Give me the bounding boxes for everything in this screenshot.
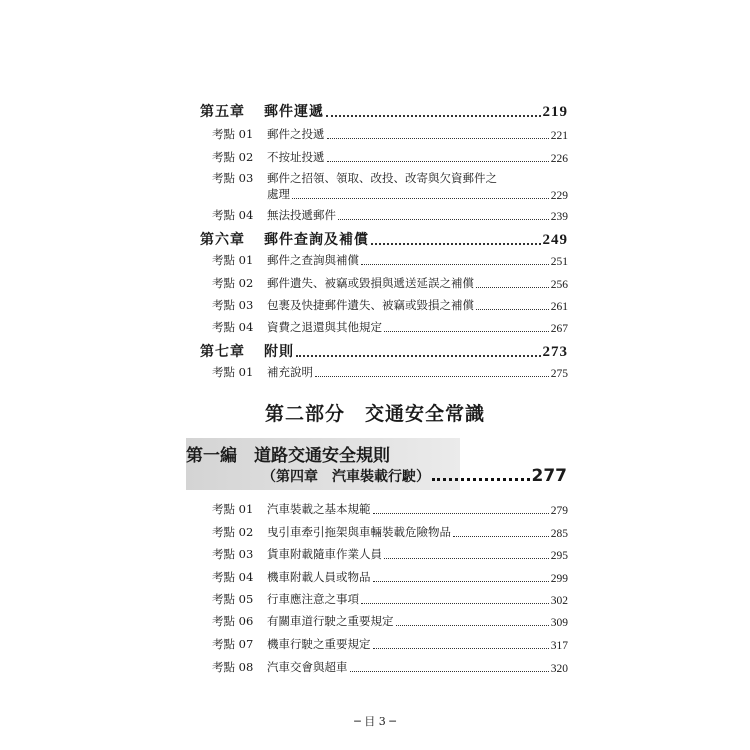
page-number: 309: [550, 617, 568, 629]
item-label: 考點 08: [212, 660, 254, 674]
leader-dots: [361, 264, 549, 265]
toc-chapter-6[interactable]: [200, 229, 568, 249]
page-number: 239: [550, 211, 568, 223]
item-label: 考點 03: [212, 547, 254, 561]
item-title: 郵件遺失、被竊或毀損與遞送延誤之補償: [267, 276, 474, 290]
page-number: 251: [550, 256, 568, 268]
item-title: 汽車交會與超車: [267, 660, 348, 674]
item-title: 行車應注意之事項: [267, 592, 359, 606]
chapter-label: 第六章: [200, 232, 245, 248]
page-number: 295: [550, 550, 568, 562]
item-title: 郵件之招領、領取、改投、改寄與欠資郵件之: [267, 171, 497, 185]
page-number: 302: [550, 595, 568, 607]
toc-item[interactable]: [212, 591, 568, 607]
item-title: 汽車裝載之基本規範: [267, 502, 371, 516]
item-title: 資費之退還與其他規定: [267, 320, 382, 334]
toc-item[interactable]: [212, 126, 568, 142]
item-label: 考點 01: [212, 127, 254, 141]
leader-dots: [350, 671, 549, 672]
item-label: 考點 07: [212, 637, 254, 651]
book-subtitle-row[interactable]: [262, 466, 567, 486]
item-title: 不按址投遞: [267, 150, 325, 164]
leader-dots: [296, 355, 541, 357]
page-number: 219: [542, 104, 568, 120]
leader-dots: [338, 219, 549, 220]
leader-dots: [315, 376, 549, 377]
toc-item[interactable]: [212, 364, 568, 380]
leader-dots: [432, 478, 530, 481]
item-title: 機車附載人員或物品: [267, 570, 371, 584]
page-number: 261: [550, 301, 568, 313]
leader-dots: [373, 648, 549, 649]
toc-item[interactable]: [212, 319, 568, 335]
leader-dots: [384, 331, 549, 332]
item-label: 考點 02: [212, 525, 254, 539]
toc-item[interactable]: [212, 501, 568, 517]
item-title: 無法投遞郵件: [267, 208, 336, 222]
item-label: 考點 02: [212, 150, 254, 164]
item-label: 考點 03: [212, 171, 254, 185]
toc-item[interactable]: [212, 275, 568, 291]
item-title: 有關車道行駛之重要規定: [267, 614, 394, 628]
chapter-title: 郵件運遞: [264, 104, 324, 120]
item-label: 考點 01: [212, 365, 254, 379]
page-number: 279: [550, 505, 568, 517]
item-label: 考點 04: [212, 208, 254, 222]
page-number: 285: [550, 528, 568, 540]
page-number: 226: [550, 153, 568, 165]
book-subtitle: （第四章 汽車裝載行駛）: [262, 469, 430, 485]
item-title: 補充說明: [267, 365, 313, 379]
item-title: 曳引車牽引拖架與車輛裝載危險物品: [267, 525, 451, 539]
leader-dots: [476, 309, 549, 310]
leader-dots: [327, 138, 549, 139]
page-number: 256: [550, 279, 568, 291]
toc-item[interactable]: [212, 613, 568, 629]
leader-dots: [371, 243, 541, 245]
toc-item[interactable]: [212, 252, 568, 268]
leader-dots: [326, 115, 541, 117]
toc-item[interactable]: [212, 546, 568, 562]
page-number: 267: [550, 323, 568, 335]
item-label: 考點 04: [212, 570, 254, 584]
item-label: 考點 02: [212, 276, 254, 290]
page-number: 229: [550, 190, 568, 202]
page-number: 320: [550, 663, 568, 675]
item-label: 考點 04: [212, 320, 254, 334]
item-label: 考點 01: [212, 502, 254, 516]
item-title-continued: 處理: [267, 187, 290, 201]
toc-item[interactable]: [212, 207, 568, 223]
book-title: 第一編 道路交通安全規則: [186, 446, 390, 466]
toc-item[interactable]: [212, 659, 568, 675]
leader-dots: [327, 161, 549, 162]
page-number: 249: [542, 232, 568, 248]
chapter-title: 郵件查詢及補償: [264, 232, 369, 248]
page-number: 275: [550, 368, 568, 380]
toc-item[interactable]: [212, 524, 568, 540]
toc-item[interactable]: [212, 297, 568, 313]
toc-item[interactable]: [212, 149, 568, 165]
page-number: 277: [531, 466, 567, 486]
item-title: 機車行駛之重要規定: [267, 637, 371, 651]
item-title: 包裹及快捷郵件遺失、被竊或毀損之補償: [267, 298, 474, 312]
leader-dots: [476, 287, 549, 288]
part-title: 第二部分 交通安全常識: [264, 403, 485, 425]
toc-chapter-7[interactable]: [200, 341, 568, 361]
item-title: 郵件之查詢與補償: [267, 253, 359, 267]
leader-dots: [373, 513, 549, 514]
page-number: 273: [542, 344, 568, 360]
toc-item-line2[interactable]: [267, 186, 568, 202]
chapter-label: 第五章: [200, 104, 245, 120]
chapter-title: 附則: [264, 344, 294, 360]
toc-item[interactable]: [212, 569, 568, 585]
leader-dots: [384, 558, 549, 559]
toc-item-line1[interactable]: [212, 170, 568, 186]
item-title: 郵件之投遞: [267, 127, 325, 141]
leader-dots: [361, 603, 549, 604]
chapter-label: 第七章: [200, 344, 245, 360]
leader-dots: [292, 198, 549, 199]
page-number: 221: [550, 130, 568, 142]
leader-dots: [373, 581, 549, 582]
leader-dots: [453, 536, 549, 537]
leader-dots: [396, 625, 549, 626]
toc-item[interactable]: [212, 636, 568, 652]
item-label: 考點 01: [212, 253, 254, 267]
item-title: 貨車附載隨車作業人員: [267, 547, 382, 561]
page-number: 299: [550, 573, 568, 585]
item-label: 考點 05: [212, 592, 254, 606]
toc-chapter-5[interactable]: [200, 101, 568, 121]
page-number: 317: [550, 640, 568, 652]
item-label: 考點 03: [212, 298, 254, 312]
item-label: 考點 06: [212, 614, 254, 628]
page-footer: ─ 目 3 ─: [354, 715, 396, 728]
